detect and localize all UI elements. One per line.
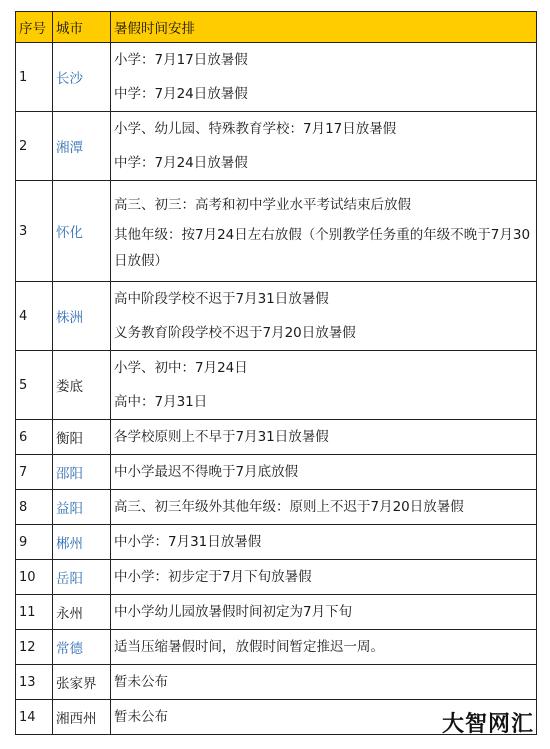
table-row [16, 181, 537, 282]
row-index: 9 [16, 525, 53, 560]
header-index: 序号 [16, 12, 53, 43]
schedule-cell [111, 665, 537, 700]
table-row [16, 525, 537, 560]
city-name[interactable]: 怀化 [53, 181, 111, 282]
table-row [16, 595, 537, 630]
row-index: 8 [16, 490, 53, 525]
schedule-cell [111, 490, 537, 525]
schedule-cell [111, 595, 537, 630]
city-name[interactable]: 湘潭 [53, 112, 111, 181]
schedule-line: 中小学幼儿园放暑假时间初定为7月下旬 [114, 604, 353, 620]
row-index: 13 [16, 665, 53, 700]
row-index: 12 [16, 630, 53, 665]
header-city: 城市 [53, 12, 111, 43]
table-row [16, 351, 537, 420]
schedule-line: 小学、幼儿园、特殊教育学校：7月17日放暑假 [114, 121, 397, 137]
schedule-cell [111, 351, 537, 420]
schedule-cell [111, 282, 537, 351]
table-row [16, 490, 537, 525]
row-index: 3 [16, 181, 53, 282]
city-name[interactable]: 岳阳 [53, 560, 111, 595]
city-name: 衡阳 [53, 420, 111, 455]
schedule-cell [111, 181, 537, 282]
city-name[interactable]: 常德 [53, 630, 111, 665]
row-index: 11 [16, 595, 53, 630]
table-row [16, 455, 537, 490]
table-row [16, 630, 537, 665]
row-index: 2 [16, 112, 53, 181]
row-index: 7 [16, 455, 53, 490]
table-row [16, 282, 537, 351]
schedule-cell [111, 525, 537, 560]
city-name[interactable]: 长沙 [53, 43, 111, 112]
table-row [16, 560, 537, 595]
schedule-line: 适当压缩暑假时间，放假时间暂定推迟一周。 [114, 639, 384, 655]
schedule-cell [111, 630, 537, 665]
schedule-line: 高三、初三：高考和初中学业水平考试结束后放假 [114, 197, 411, 213]
row-index: 5 [16, 351, 53, 420]
schedule-cell [111, 420, 537, 455]
city-name[interactable]: 益阳 [53, 490, 111, 525]
schedule-line: 小学、初中：7月24日 [114, 360, 248, 376]
schedule-line: 高中：7月31日 [114, 394, 208, 410]
schedule-cell [111, 112, 537, 181]
schedule-line: 其他年级：按7月24日左右放假（个别教学任务重的年级不晚于7月30日放假） [114, 227, 531, 269]
schedule-line: 小学：7月17日放暑假 [114, 52, 248, 68]
header-row [16, 12, 537, 43]
city-name: 湘西州 [53, 700, 111, 735]
city-name[interactable]: 郴州 [53, 525, 111, 560]
row-index: 4 [16, 282, 53, 351]
schedule-cell [111, 455, 537, 490]
schedule-cell [111, 560, 537, 595]
row-index: 14 [16, 700, 53, 735]
schedule-line: 中小学：7月31日放暑假 [114, 534, 262, 550]
city-name: 娄底 [53, 351, 111, 420]
table-row [16, 43, 537, 112]
table-row [16, 420, 537, 455]
schedule-line: 暂未公布 [114, 674, 168, 690]
schedule-line: 中学：7月24日放暑假 [114, 155, 248, 171]
city-name: 张家界 [53, 665, 111, 700]
table-row [16, 665, 537, 700]
schedule-line: 中小学最迟不得晚于7月底放假 [114, 464, 299, 480]
watermark-logo: 大智网汇 [442, 712, 535, 737]
schedule-line: 高三、初三年级外其他年级：原则上不迟于7月20日放暑假 [114, 499, 464, 515]
city-name[interactable]: 邵阳 [53, 455, 111, 490]
schedule-line: 暂未公布 [114, 709, 168, 725]
table-row [16, 112, 537, 181]
city-name[interactable]: 株洲 [53, 282, 111, 351]
schedule-cell [111, 43, 537, 112]
holiday-table [15, 11, 537, 735]
row-index: 6 [16, 420, 53, 455]
schedule-line: 中小学：初步定于7月下旬放暑假 [114, 569, 312, 585]
schedule-line: 义务教育阶段学校不迟于7月20日放暑假 [114, 325, 356, 341]
schedule-line: 高中阶段学校不迟于7月31日放暑假 [114, 291, 329, 307]
schedule-line: 中学：7月24日放暑假 [114, 86, 248, 102]
row-index: 10 [16, 560, 53, 595]
row-index: 1 [16, 43, 53, 112]
city-name: 永州 [53, 595, 111, 630]
header-schedule: 暑假时间安排 [111, 12, 537, 43]
schedule-line: 各学校原则上不早于7月31日放暑假 [114, 429, 329, 445]
